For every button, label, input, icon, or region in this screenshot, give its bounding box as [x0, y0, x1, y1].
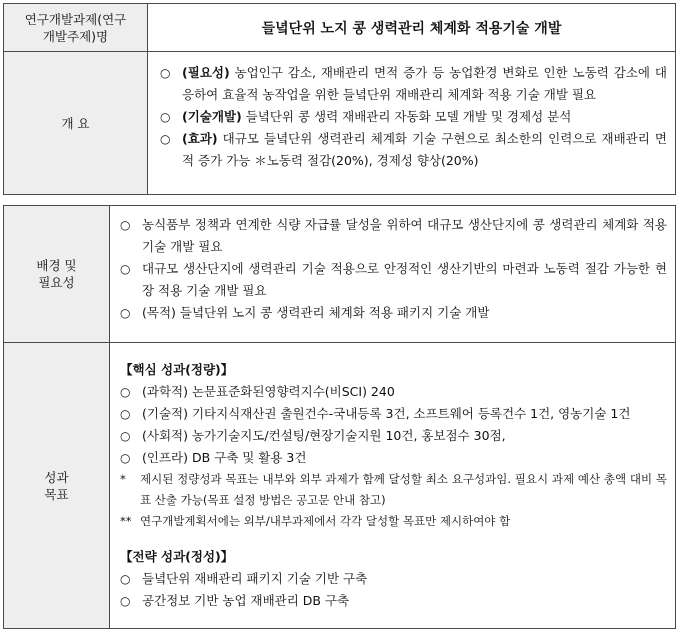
quant-item-text: (기술적) 기타지식재산권 출원건수-국내등록 3건, 소프트웨어 등록건수 1건, 영농기술 1건 — [142, 406, 631, 421]
background-item — [120, 258, 667, 302]
quant-item-text: (사회적) 농가기술지도/컨설팅/현장기술지원 10건, 홍보점수 30점, — [142, 428, 506, 443]
bullet-circle-icon: ○ — [120, 451, 131, 465]
bullet-circle-icon: ○ — [120, 429, 131, 443]
footnote-text: 제시된 정량성과 목표는 내부와 외부 과제가 함께 달성할 최소 요구성과임. 필요시 과제 예산 총액 대비 목표 산출 가능(목표 설정 방법은 공고문 안내 참고) — [140, 472, 667, 507]
overview-item-need — [160, 62, 667, 106]
quant-item-text: (과학적) 논문표준화된영향력지수(비SCI) 240 — [142, 384, 395, 399]
bullet-circle-icon: ○ — [160, 66, 171, 80]
footnote — [120, 469, 667, 511]
background-content — [110, 206, 675, 343]
bullet-circle-icon: ○ — [120, 218, 131, 232]
project-title: 들녘단위 노지 콩 생력관리 체계화 적용기술 개발 — [148, 4, 675, 52]
bullet-circle-icon: ○ — [120, 262, 131, 276]
overview-item-head: (기술개발) — [182, 109, 242, 124]
qual-section-header: 【전략 성과(정성)】 — [120, 549, 234, 564]
background-item-text: 농식품부 정책과 연계한 식량 자급률 달성을 위하여 대규모 생산단지에 콩 생력관리 체계화 적용 기술 개발 필요 — [142, 217, 667, 254]
quant-section-header: 【핵심 성과(정량)】 — [120, 362, 234, 377]
overview-item-tech — [160, 106, 667, 128]
bullet-circle-icon: ○ — [120, 572, 131, 586]
quant-item — [120, 447, 667, 469]
overview-item-head: (필요성) — [182, 65, 230, 80]
overview-item-effect — [160, 128, 667, 172]
background-goals-table — [3, 205, 676, 629]
bullet-circle-icon: ○ — [120, 385, 131, 399]
footnote-mark: ** — [120, 514, 132, 528]
project-title-label: 연구개발과제(연구 개발주제)명 — [4, 4, 148, 52]
footnote-mark: * — [120, 472, 126, 486]
bullet-circle-icon: ○ — [120, 306, 131, 320]
background-item-text: 대규모 생산단지에 생력관리 기술 적용으로 안정적인 생산기반의 마련과 노동력 절감 가능한 현장 적용 기술 개발 필요 — [142, 261, 667, 298]
background-item-text: (목적) 들녘단위 노지 콩 생력관리 체계화 적용 패키지 기술 개발 — [142, 305, 490, 320]
overview-label: 개 요 — [4, 52, 148, 194]
project-summary-table — [3, 3, 676, 195]
quant-item — [120, 403, 667, 425]
qual-item — [120, 590, 667, 612]
qual-item-text: 들녘단위 재배관리 패키지 기술 기반 구축 — [142, 571, 368, 586]
quant-item — [120, 425, 667, 447]
footnote-text: 연구개발계획서에는 외부/내부과제에서 각각 달성할 목표만 제시하여야 함 — [140, 514, 511, 528]
overview-item-head: (효과) — [182, 131, 218, 146]
background-item — [120, 302, 667, 324]
goals-content — [110, 343, 675, 628]
quant-item — [120, 381, 667, 403]
overview-item-text: 들녘단위 콩 생력 재배관리 자동화 모델 개발 및 경제성 분석 — [241, 109, 572, 124]
quant-item-text: (인프라) DB 구축 및 활용 3건 — [142, 450, 307, 465]
bullet-circle-icon: ○ — [120, 594, 131, 608]
overview-item-text: 대규모 들녘단위 생력관리 체계화 기술 구현으로 최소한의 인력으로 재배관리 면적 증가 가능 ＊노동력 절감(20%), 경제성 향상(20%) — [182, 131, 667, 168]
goals-label: 성과 목표 — [4, 343, 110, 628]
bullet-circle-icon: ○ — [160, 110, 171, 124]
bullet-circle-icon: ○ — [160, 132, 171, 146]
background-item — [120, 214, 667, 258]
footnote — [120, 511, 667, 532]
overview-item-text: 농업인구 감소, 재배관리 면적 증가 등 농업환경 변화로 인한 노동력 감소에 대응하여 효율적 농작업을 위한 들녘단위 재배관리 체계화 적용 기술 개발 필요 — [182, 65, 667, 102]
bullet-circle-icon: ○ — [120, 407, 131, 421]
overview-content — [148, 52, 675, 194]
qual-item-text: 공간정보 기반 농업 재배관리 DB 구축 — [142, 593, 350, 608]
qual-item — [120, 568, 667, 590]
background-label: 배경 및 필요성 — [4, 206, 110, 343]
